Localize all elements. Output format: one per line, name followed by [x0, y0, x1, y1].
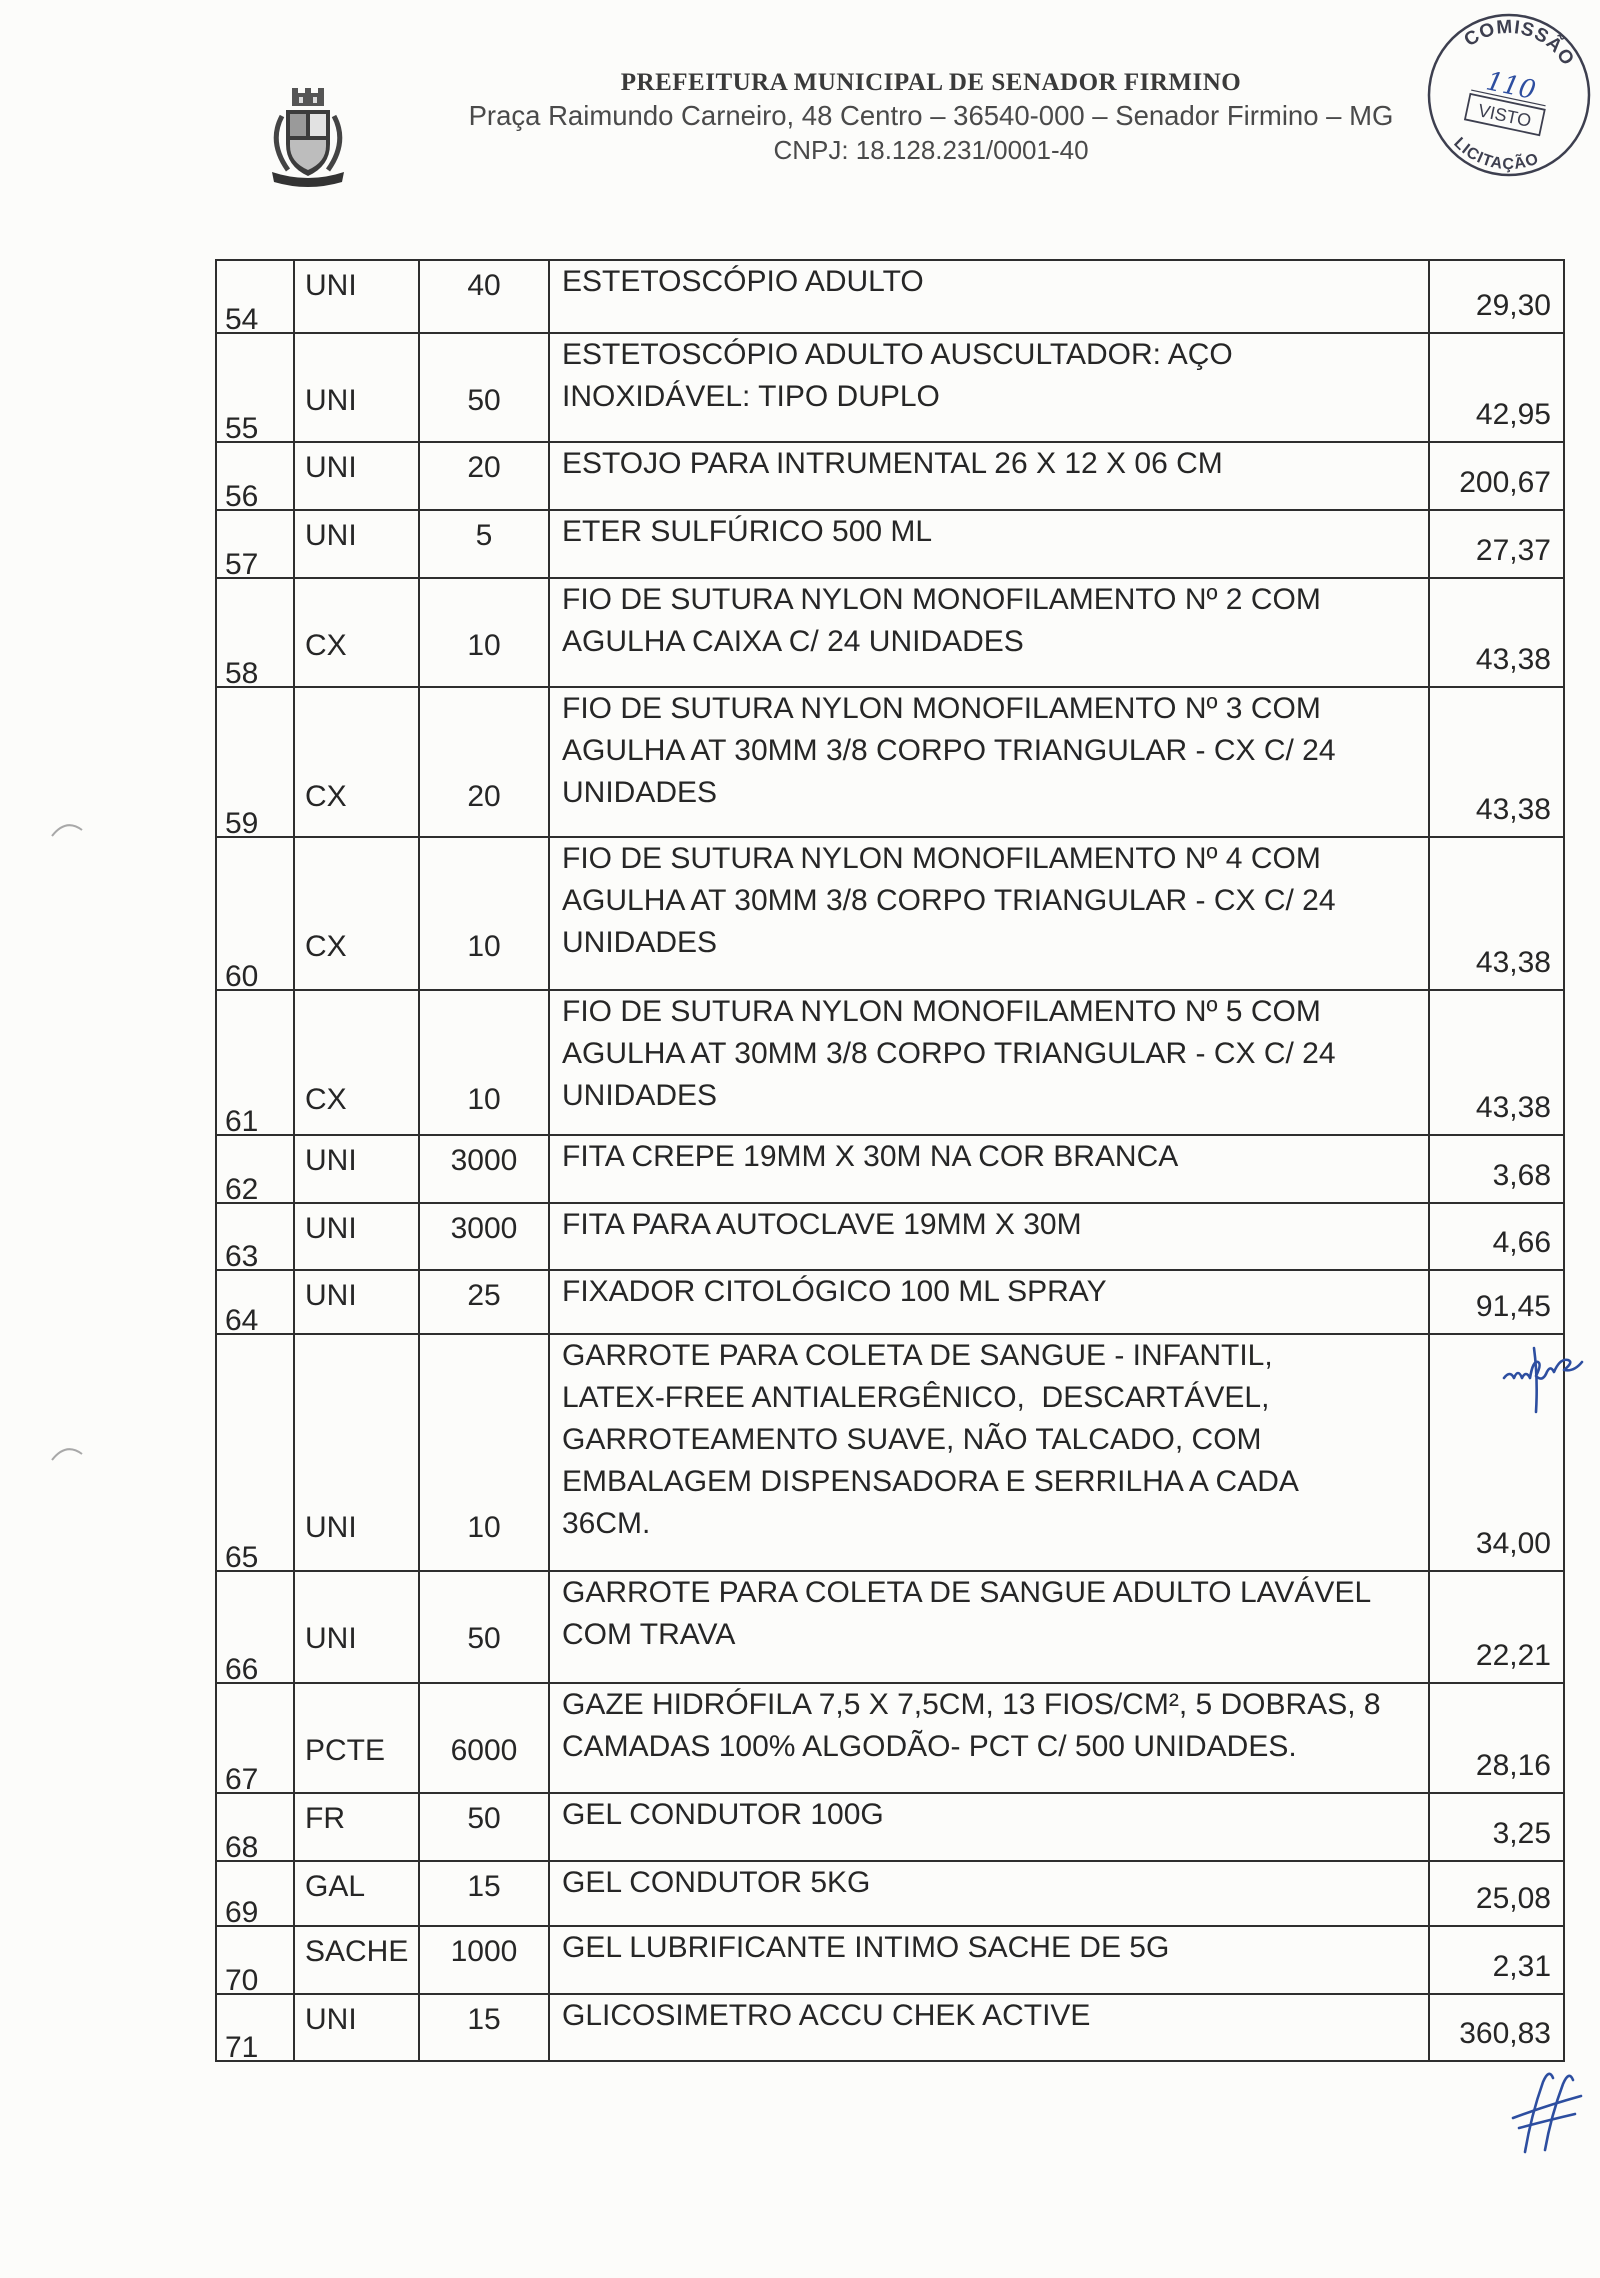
item-number: 58: [225, 657, 259, 690]
unit-price: 43,38: [1475, 643, 1551, 676]
description-cell: [550, 1572, 1430, 1682]
unit-price: 360,83: [1459, 2017, 1551, 2050]
description-line: ESTETOSCÓPIO ADULTO AUSCULTADOR: AÇO: [562, 338, 1233, 371]
unit-value: CX: [305, 1083, 347, 1116]
price-cell: [1430, 1271, 1565, 1333]
unit-cell: [295, 1136, 420, 1202]
description-line: FIO DE SUTURA NYLON MONOFILAMENTO Nº 2 COM: [562, 583, 1321, 616]
item-number-cell: [215, 838, 295, 993]
unit-cell: [295, 1927, 420, 1993]
table-row: [215, 1136, 1565, 1204]
unit-cell: [295, 443, 420, 509]
item-number: 63: [225, 1240, 259, 1273]
unit-price: 4,66: [1492, 1226, 1551, 1259]
unit-cell: [295, 991, 420, 1134]
description-line: FIO DE SUTURA NYLON MONOFILAMENTO Nº 5 COM: [562, 995, 1321, 1028]
unit-value: PCTE: [305, 1734, 386, 1767]
item-number: 65: [225, 1541, 259, 1574]
unit-value: CX: [305, 629, 347, 662]
quantity-cell: [420, 838, 550, 989]
description-line: AGULHA AT 30MM 3/8 CORPO TRIANGULAR - CX C/ 24: [562, 734, 1336, 767]
unit-price: 43,38: [1475, 793, 1551, 826]
description-cell: [550, 838, 1430, 989]
table-row: [215, 511, 1565, 579]
stamp-top-text: COMISSÃO: [1460, 16, 1579, 70]
unit-value: UNI: [305, 1212, 357, 1245]
quantity-cell: [420, 1684, 550, 1792]
signature-mark: [1505, 2066, 1585, 2156]
table-row: [215, 261, 1565, 334]
quantity-cell: [420, 1862, 550, 1925]
description-line: GLICOSIMETRO ACCU CHEK ACTIVE: [562, 1999, 1091, 2032]
quantity-value: 50: [467, 1622, 501, 1655]
municipality-title: PREFEITURA MUNICIPAL DE SENADOR FIRMINO: [620, 69, 1242, 96]
unit-value: UNI: [305, 384, 357, 417]
quantity-value: 3000: [450, 1212, 518, 1245]
item-number-cell: [215, 1995, 295, 2064]
unit-value: UNI: [305, 1279, 357, 1312]
unit-price: 43,38: [1475, 1091, 1551, 1124]
svg-text:COMISSÃO: [1457, 10, 1584, 73]
item-number: 68: [225, 1831, 259, 1864]
item-number-cell: [215, 443, 295, 513]
municipality-cnpj: CNPJ: 18.128.231/0001-40: [773, 135, 1089, 165]
description-line: GEL LUBRIFICANTE INTIMO SACHE DE 5G: [562, 1931, 1170, 1964]
unit-price: 25,08: [1475, 1882, 1551, 1915]
quantity-value: 20: [467, 451, 501, 484]
quantity-cell: [420, 334, 550, 441]
quantity-value: 6000: [450, 1734, 518, 1767]
item-number-cell: [215, 688, 295, 840]
unit-price: 29,30: [1475, 289, 1551, 322]
description-line: ESTOJO PARA INTRUMENTAL 26 X 12 X 06 CM: [562, 447, 1223, 480]
table-row: [215, 1572, 1565, 1684]
quantity-cell: [420, 1794, 550, 1860]
unit-price: 91,45: [1475, 1290, 1551, 1323]
item-number: 56: [225, 480, 259, 513]
item-number-cell: [215, 1335, 295, 1574]
price-cell: [1430, 1684, 1565, 1792]
unit-value: UNI: [305, 1511, 357, 1544]
quantity-cell: [420, 443, 550, 509]
description-line: UNIDADES: [562, 926, 718, 959]
item-number: 70: [225, 1964, 259, 1997]
description-cell: [550, 511, 1430, 577]
description-line: ETER SULFÚRICO 500 ML: [562, 515, 933, 548]
quantity-cell: [420, 261, 550, 332]
quantity-value: 15: [467, 1870, 501, 1903]
item-number-cell: [215, 261, 295, 336]
unit-cell: [295, 579, 420, 686]
unit-cell: [295, 334, 420, 441]
item-number-cell: [215, 334, 295, 445]
item-number-cell: [215, 1136, 295, 1206]
description-line: ESTETOSCÓPIO ADULTO: [562, 265, 924, 298]
stamp-visto-text: VISTO: [1476, 100, 1533, 131]
hole-punch-mark: [50, 816, 84, 840]
description-line: AGULHA CAIXA C/ 24 UNIDADES: [562, 625, 1024, 658]
table-row: [215, 443, 1565, 511]
table-row: [215, 1684, 1565, 1794]
description-line: CAMADAS 100% ALGODÃO- PCT C/ 500 UNIDADES.: [562, 1730, 1297, 1763]
quantity-value: 50: [467, 384, 501, 417]
price-cell: [1430, 261, 1565, 332]
table-row: [215, 838, 1565, 991]
description-line: FITA PARA AUTOCLAVE 19MM X 30M: [562, 1208, 1082, 1241]
table-row: [215, 1995, 1565, 2062]
price-cell: [1430, 1995, 1565, 2060]
unit-value: UNI: [305, 1622, 357, 1655]
unit-price: 3,25: [1492, 1817, 1551, 1850]
description-line: GEL CONDUTOR 100G: [562, 1798, 884, 1831]
item-number-cell: [215, 1927, 295, 1997]
table-row: [215, 334, 1565, 443]
description-line: AGULHA AT 30MM 3/8 CORPO TRIANGULAR - CX C/ 24: [562, 1037, 1336, 1070]
description-line: AGULHA AT 30MM 3/8 CORPO TRIANGULAR - CX C/ 24: [562, 884, 1336, 917]
unit-price: 3,68: [1492, 1159, 1551, 1192]
unit-value: CX: [305, 780, 347, 813]
description-line: 36CM.: [562, 1507, 651, 1540]
item-number-cell: [215, 991, 295, 1138]
signature-mark: [1500, 1338, 1596, 1422]
hole-punch-mark: [50, 1440, 84, 1464]
table-row: [215, 1335, 1565, 1572]
description-line: GARROTEAMENTO SUAVE, NÃO TALCADO, COM: [562, 1423, 1262, 1456]
unit-value: GAL: [305, 1870, 366, 1903]
item-number-cell: [215, 511, 295, 581]
item-number: 59: [225, 807, 259, 840]
coat-of-arms-icon: [262, 86, 354, 190]
price-cell: [1430, 688, 1565, 836]
description-line: FIO DE SUTURA NYLON MONOFILAMENTO Nº 3 COM: [562, 692, 1321, 725]
unit-price: 27,37: [1475, 534, 1551, 567]
item-number: 67: [225, 1763, 259, 1796]
quantity-cell: [420, 511, 550, 577]
description-line: FIO DE SUTURA NYLON MONOFILAMENTO Nº 4 COM: [562, 842, 1321, 875]
item-number: 60: [225, 960, 259, 993]
item-number: 54: [225, 303, 259, 336]
quantity-value: 20: [467, 780, 501, 813]
quantity-value: 10: [467, 930, 501, 963]
commission-stamp: [1424, 10, 1594, 180]
quantity-value: 50: [467, 1802, 501, 1835]
unit-value: UNI: [305, 2003, 357, 2036]
description-line: LATEX-FREE ANTIALERGÊNICO, DESCARTÁVEL,: [562, 1381, 1270, 1414]
unit-value: UNI: [305, 269, 357, 302]
item-number: 55: [225, 412, 259, 445]
unit-price: 34,00: [1475, 1527, 1551, 1560]
item-number-cell: [215, 1271, 295, 1337]
quantity-value: 3000: [450, 1144, 518, 1177]
description-line: FITA CREPE 19MM X 30M NA COR BRANCA: [562, 1140, 1179, 1173]
item-number: 66: [225, 1653, 259, 1686]
description-cell: [550, 688, 1430, 836]
stamp-number: 110: [1483, 66, 1539, 107]
item-number: 61: [225, 1105, 259, 1138]
quantity-cell: [420, 1136, 550, 1202]
price-cell: [1430, 334, 1565, 441]
price-cell: [1430, 838, 1565, 989]
item-number-cell: [215, 1572, 295, 1686]
quantity-value: 15: [467, 2003, 501, 2036]
unit-cell: [295, 1271, 420, 1333]
unit-value: UNI: [305, 451, 357, 484]
unit-cell: [295, 1862, 420, 1925]
unit-price: 200,67: [1459, 466, 1551, 499]
table-row: [215, 1862, 1565, 1927]
description-line: COM TRAVA: [562, 1618, 736, 1651]
item-number-cell: [215, 1794, 295, 1864]
table-row: [215, 1204, 1565, 1271]
item-number: 57: [225, 548, 259, 581]
table-row: [215, 1794, 1565, 1862]
description-line: GAZE HIDRÓFILA 7,5 X 7,5CM, 13 FIOS/CM², 5 DOBRAS, 8: [562, 1688, 1381, 1721]
quantity-cell: [420, 1927, 550, 1993]
description-cell: [550, 1794, 1430, 1860]
description-line: EMBALAGEM DISPENSADORA E SERRILHA A CADA: [562, 1465, 1299, 1498]
description-cell: [550, 261, 1430, 332]
item-number-cell: [215, 579, 295, 690]
description-cell: [550, 1271, 1430, 1333]
description-line: FIXADOR CITOLÓGICO 100 ML SPRAY: [562, 1275, 1107, 1308]
description-line: GARROTE PARA COLETA DE SANGUE ADULTO LAVÁVEL: [562, 1576, 1372, 1609]
item-number-cell: [215, 1862, 295, 1929]
stamp-bottom-text: LICITAÇÃO: [1450, 134, 1542, 174]
price-cell: [1430, 991, 1565, 1134]
unit-cell: [295, 1684, 420, 1792]
unit-price: 42,95: [1475, 398, 1551, 431]
item-number: 62: [225, 1173, 259, 1206]
quantity-cell: [420, 688, 550, 836]
price-cell: [1430, 1862, 1565, 1925]
description-cell: [550, 1335, 1430, 1570]
description-cell: [550, 1995, 1430, 2060]
price-cell: [1430, 579, 1565, 686]
unit-price: 43,38: [1475, 946, 1551, 979]
item-number: 71: [225, 2031, 259, 2064]
price-cell: [1430, 1927, 1565, 1993]
quantity-cell: [420, 1335, 550, 1570]
description-cell: [550, 1862, 1430, 1925]
table-row: [215, 991, 1565, 1136]
item-number-cell: [215, 1684, 295, 1796]
unit-value: UNI: [305, 519, 357, 552]
item-number-cell: [215, 1204, 295, 1273]
quantity-value: 10: [467, 629, 501, 662]
unit-value: SACHE: [305, 1935, 409, 1968]
unit-value: CX: [305, 930, 347, 963]
description-cell: [550, 334, 1430, 441]
quantity-cell: [420, 1572, 550, 1682]
price-cell: [1430, 511, 1565, 577]
unit-price: 2,31: [1492, 1950, 1551, 1983]
description-cell: [550, 443, 1430, 509]
price-cell: [1430, 1204, 1565, 1269]
item-number: 64: [225, 1304, 259, 1337]
quantity-value: 10: [467, 1083, 501, 1116]
quantity-value: 10: [467, 1511, 501, 1544]
quantity-cell: [420, 1271, 550, 1333]
unit-cell: [295, 1995, 420, 2060]
quantity-value: 40: [467, 269, 501, 302]
price-cell: [1430, 443, 1565, 509]
description-cell: [550, 991, 1430, 1134]
table-row: [215, 688, 1565, 838]
price-cell: [1430, 1794, 1565, 1860]
description-cell: [550, 1204, 1430, 1269]
unit-cell: [295, 511, 420, 577]
description-line: UNIDADES: [562, 776, 718, 809]
price-cell: [1430, 1572, 1565, 1682]
unit-value: FR: [305, 1802, 345, 1835]
unit-value: UNI: [305, 1144, 357, 1177]
item-number: 69: [225, 1896, 259, 1929]
table-row: [215, 579, 1565, 688]
description-line: UNIDADES: [562, 1079, 718, 1112]
unit-price: 22,21: [1475, 1639, 1551, 1672]
items-table: [215, 259, 1565, 2062]
unit-cell: [295, 1794, 420, 1860]
quantity-cell: [420, 991, 550, 1134]
description-line: INOXIDÁVEL: TIPO DUPLO: [562, 380, 940, 413]
quantity-value: 5: [475, 519, 493, 552]
unit-price: 28,16: [1475, 1749, 1551, 1782]
quantity-cell: [420, 1995, 550, 2060]
description-cell: [550, 1136, 1430, 1202]
municipality-address: Praça Raimundo Carneiro, 48 Centro – 36540-000 – Senador Firmino – MG: [468, 100, 1394, 131]
price-cell: [1430, 1136, 1565, 1202]
unit-cell: [295, 1572, 420, 1682]
quantity-value: 1000: [450, 1935, 518, 1968]
description-cell: [550, 1927, 1430, 1993]
unit-cell: [295, 261, 420, 332]
description-line: GEL CONDUTOR 5KG: [562, 1866, 871, 1899]
unit-cell: [295, 1335, 420, 1570]
quantity-cell: [420, 1204, 550, 1269]
unit-cell: [295, 688, 420, 836]
quantity-cell: [420, 579, 550, 686]
description-line: GARROTE PARA COLETA DE SANGUE - INFANTIL,: [562, 1339, 1273, 1372]
quantity-value: 25: [467, 1279, 501, 1312]
table-row: [215, 1927, 1565, 1995]
unit-cell: [295, 838, 420, 989]
table-row: [215, 1271, 1565, 1335]
unit-cell: [295, 1204, 420, 1269]
description-cell: [550, 1684, 1430, 1792]
description-cell: [550, 579, 1430, 686]
